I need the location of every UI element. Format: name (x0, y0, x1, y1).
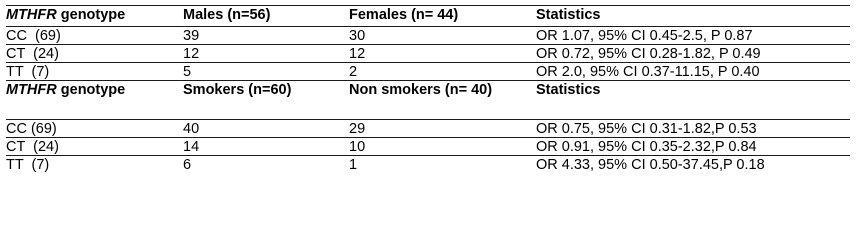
genotype-cell: CC (69) (6, 121, 57, 137)
genotype-suffix: genotype (56, 82, 126, 98)
genotype-suffix: genotype (56, 7, 126, 23)
genotype-table (6, 5, 850, 173)
genotype-cell: CT (24) (6, 139, 59, 155)
statistics-cell: OR 2.0, 95% CI 0.37-11.15, P 0.40 (536, 64, 760, 80)
males-cell: 12 (183, 46, 200, 62)
smokers-cell: 14 (183, 139, 200, 155)
header-smokers: Smokers (n=60) (183, 82, 292, 98)
header-statistics: Statistics (536, 7, 601, 23)
gene-name: MTHFR (6, 7, 57, 23)
header-genotype (6, 82, 125, 99)
smokers-cell: 6 (183, 157, 192, 173)
header-row-smoking (6, 81, 850, 120)
statistics-cell: OR 0.75, 95% CI 0.31-1.82,P 0.53 (536, 121, 757, 137)
genotype-cell: CT (24) (6, 46, 59, 62)
table-row (6, 138, 850, 156)
table-row (6, 156, 850, 173)
genotype-cell: TT (7) (6, 64, 50, 80)
table-row (6, 27, 850, 45)
genotype-cell: CC (69) (6, 28, 61, 44)
smokers-cell: 40 (183, 121, 200, 137)
table-row (6, 45, 850, 63)
males-cell: 39 (183, 28, 200, 44)
table-row (6, 120, 850, 138)
header-females: Females (n= 44) (349, 7, 459, 23)
header-genotype (6, 7, 125, 24)
header-non-smokers: Non smokers (n= 40) (349, 82, 493, 98)
statistics-cell: OR 1.07, 95% CI 0.45-2.5, P 0.87 (536, 28, 753, 44)
statistics-cell: OR 0.72, 95% CI 0.28-1.82, P 0.49 (536, 46, 761, 62)
header-males: Males (n=56) (183, 7, 271, 23)
table-row (6, 63, 850, 81)
statistics-cell: OR 0.91, 95% CI 0.35-2.32,P 0.84 (536, 139, 757, 155)
non-smokers-cell: 29 (349, 121, 366, 137)
header-statistics: Statistics (536, 82, 601, 98)
non-smokers-cell: 1 (349, 157, 358, 173)
genotype-cell: TT (7) (6, 157, 50, 173)
non-smokers-cell: 10 (349, 139, 366, 155)
header-row-sex (6, 5, 850, 27)
gene-name: MTHFR (6, 82, 57, 98)
females-cell: 30 (349, 28, 366, 44)
statistics-cell: OR 4.33, 95% CI 0.50-37.45,P 0.18 (536, 157, 765, 173)
females-cell: 12 (349, 46, 366, 62)
males-cell: 5 (183, 64, 192, 80)
females-cell: 2 (349, 64, 358, 80)
